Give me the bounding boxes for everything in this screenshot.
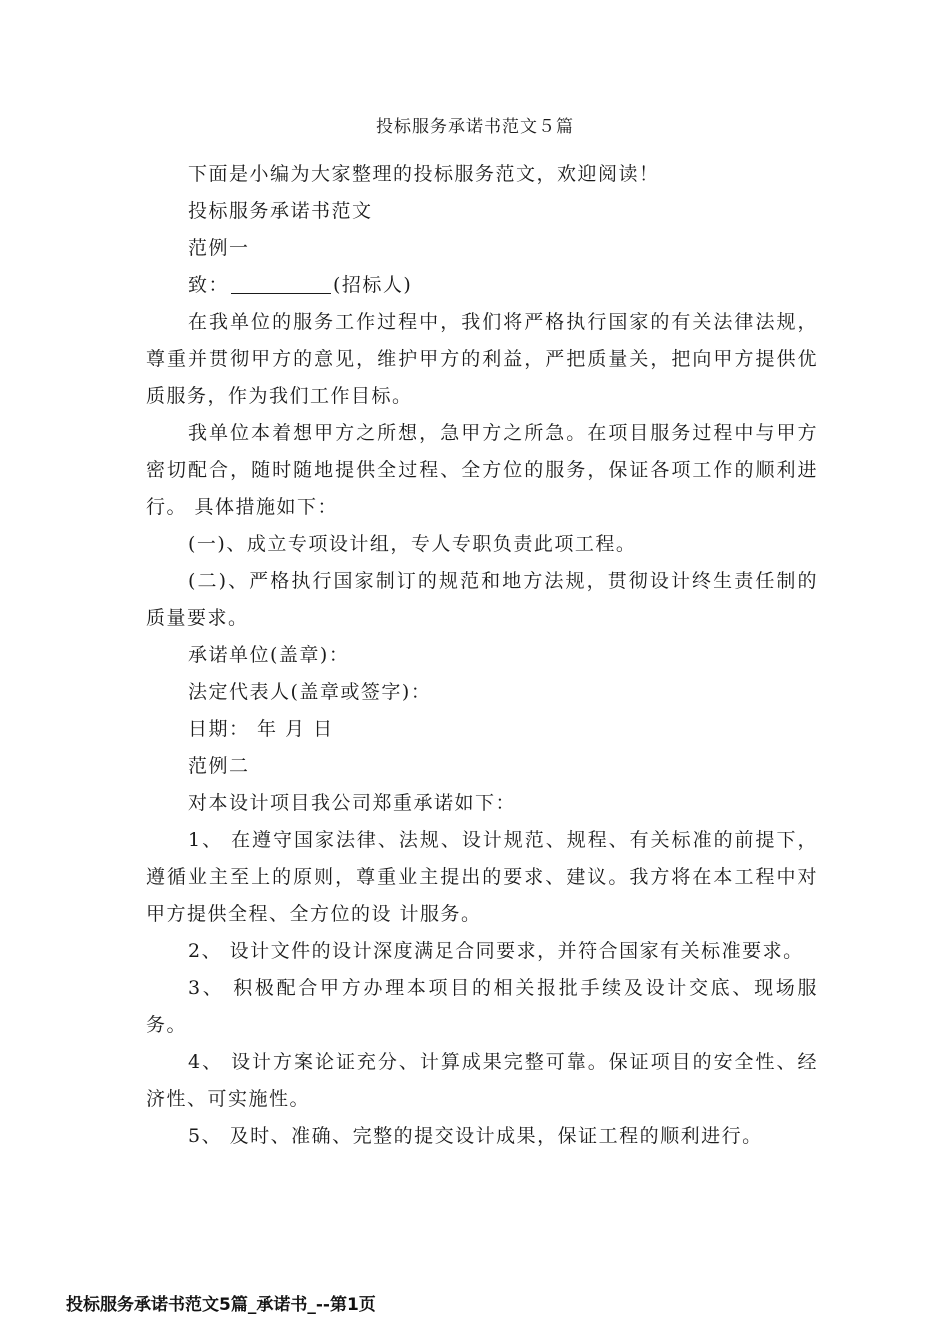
addressee-suffix: (招标人) (333, 274, 413, 296)
paragraph-addressee (146, 267, 818, 304)
paragraph-body-1: 在我单位的服务工作过程中，我们将严格执行国家的有关法律法规，尊重并贯彻甲方的意见，维护甲方的利益，严把质量关，把向甲方提供优质服务，作为我们工作目标。 (146, 311, 818, 407)
paragraph-signer-rep: 法定代表人(盖章或签字)： (188, 681, 432, 703)
paragraph-heading: 投标服务承诺书范文 (188, 200, 373, 222)
paragraph-measure-1: (一)、成立专项设计组，专人专职负责此项工程。 (188, 533, 637, 555)
paragraph-item-3: 3、 积极配合甲方办理本项目的相关报批手续及设计交底、现场服务。 (146, 977, 818, 1036)
paragraph-item-1: 1、 在遵守国家法律、法规、设计规范、规程、有关标准的前提下，遵循业主至上的原则，尊重业主提出的要求、建议。我方将在本工程中对甲方提供全程、全方位的设 计服务。 (146, 829, 818, 925)
page-footer: 投标服务承诺书范文5篇_承诺书_--第1页 (66, 1295, 376, 1315)
paragraph-example-one: 范例一 (188, 237, 250, 259)
document-title: 投标服务承诺书范文５篇 (376, 117, 574, 137)
paragraph-commitment-intro: 对本设计项目我公司郑重承诺如下： (188, 792, 517, 814)
paragraph-measure-2: (二)、严格执行国家制订的规范和地方法规，贯彻设计终生责任制的质量要求。 (146, 570, 818, 629)
paragraph-item-5: 5、 及时、准确、完整的提交设计成果，保证工程的顺利进行。 (188, 1125, 763, 1147)
document-body (146, 156, 818, 1155)
blank-line (231, 271, 331, 294)
paragraph-example-two: 范例二 (188, 755, 250, 777)
paragraph-item-2: 2、 设计文件的设计深度满足合同要求，并符合国家有关标准要求。 (188, 940, 804, 962)
paragraph-date: 日期： 年 月 日 (188, 718, 334, 740)
paragraph-intro: 下面是小编为大家整理的投标服务范文，欢迎阅读！ (188, 163, 660, 185)
paragraph-signer-unit: 承诺单位(盖章)： (188, 644, 350, 666)
paragraph-item-4: 4、 设计方案论证充分、计算成果完整可靠。保证项目的安全性、经济性、可实施性。 (146, 1051, 818, 1110)
addressee-prefix: 致： (188, 274, 230, 296)
paragraph-body-2: 我单位本着想甲方之所想，急甲方之所急。在项目服务过程中与甲方密切配合，随时随地提供全过程、全方位的服务，保证各项工作的顺利进行。 具体措施如下： (146, 422, 818, 518)
